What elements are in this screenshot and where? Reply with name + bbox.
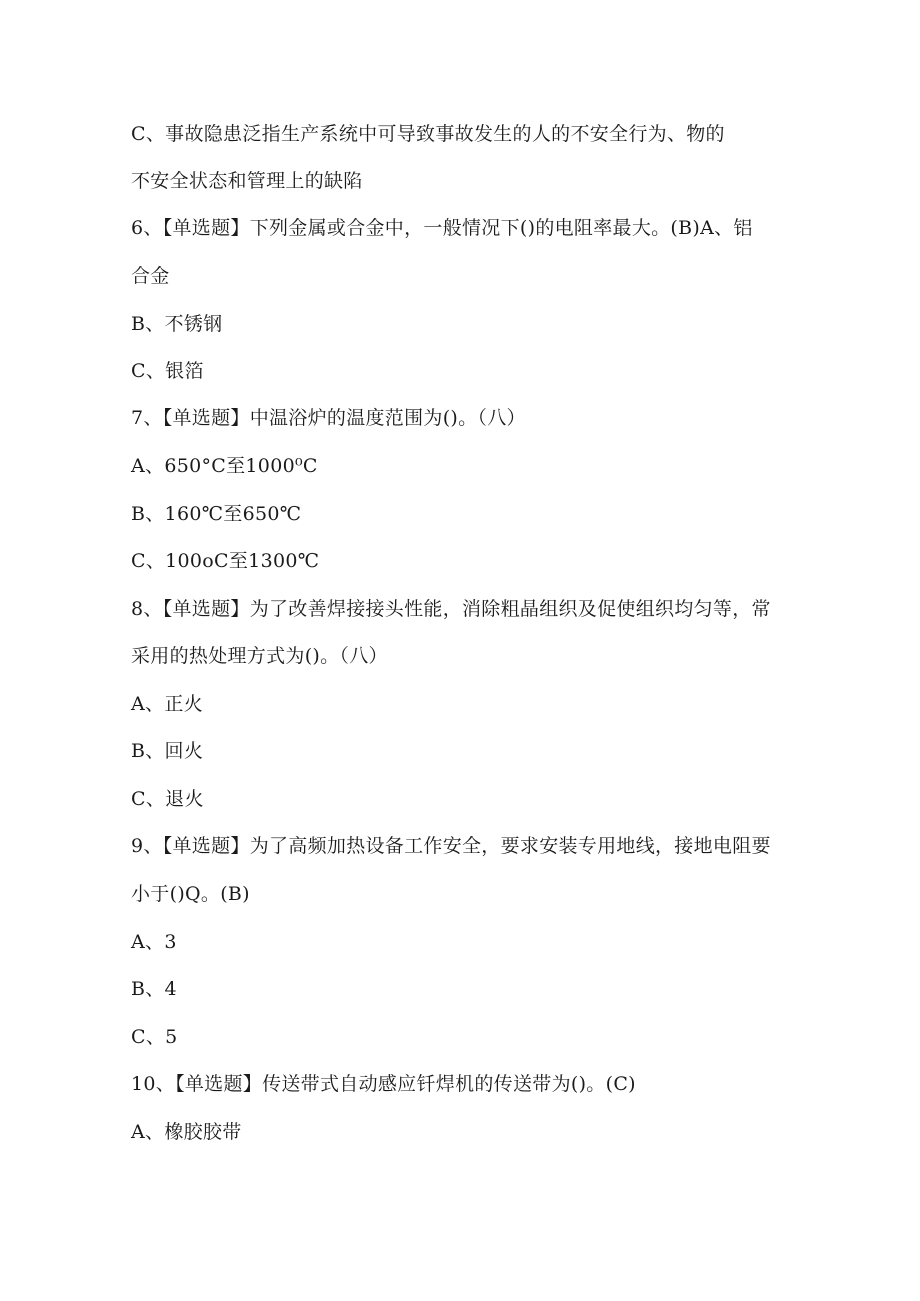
question-8-option-c: C、退火	[131, 788, 204, 810]
question-6: 6、【单选题】下列金属或合金中，一般情况下()的电阻率最大。(B)A、铝	[131, 217, 753, 239]
question-8: 8、【单选题】为了改善焊接接头性能，消除粗晶组织及促使组织均匀等，常	[131, 598, 771, 620]
question-8-option-a: A、正火	[131, 693, 203, 715]
question-6-option-b: B、不锈钢	[131, 313, 223, 335]
question-7-option-a: A、650°C至1000⁰C	[131, 455, 318, 477]
text-line-q5-option-c-cont: 不安全状态和管理上的缺陷	[131, 170, 363, 192]
question-9-option-b: B、4	[131, 978, 177, 1000]
question-7: 7、【单选题】中温浴炉的温度范围为()。（八）	[131, 407, 526, 429]
question-9-option-a: A、3	[131, 931, 177, 953]
question-7-option-b: B、160℃至650℃	[131, 503, 302, 525]
question-8-option-b: B、回火	[131, 740, 204, 762]
question-9: 9、【单选题】为了高频加热设备工作安全，要求安装专用地线，接地电阻要	[131, 835, 771, 857]
question-7-option-c: C、100oC至1300℃	[131, 550, 320, 572]
text-line-q5-option-c: C、事故隐患泛指生产系统中可导致事故发生的人的不安全行为、物的	[131, 123, 725, 145]
question-6-option-c: C、银箔	[131, 360, 204, 382]
question-10-option-a: A、橡胶胶带	[131, 1121, 242, 1143]
question-8-cont: 采用的热处理方式为()。（八）	[131, 645, 388, 667]
question-9-cont: 小于()Q。(B)	[131, 883, 250, 905]
question-6-cont: 合金	[131, 265, 170, 287]
question-9-option-c: C、5	[131, 1026, 178, 1048]
question-10: 10、【单选题】传送带式自动感应钎焊机的传送带为()。(C)	[131, 1073, 636, 1095]
